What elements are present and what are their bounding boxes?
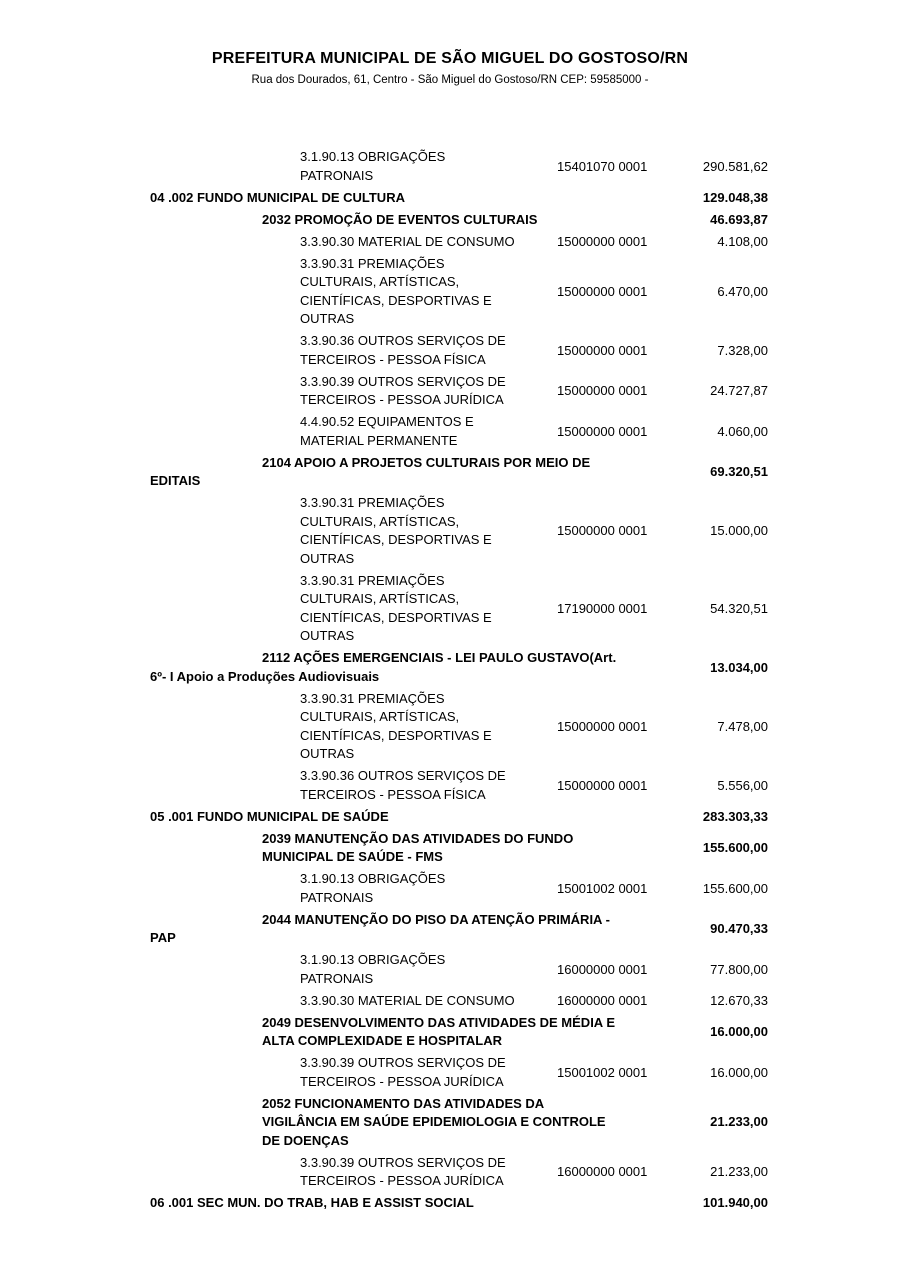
label-line: CIENTÍFICAS, DESPORTIVAS E <box>300 727 492 743</box>
table-row <box>150 911 768 948</box>
source-code: 15001002 0001 <box>557 880 648 896</box>
row-value: 101.940,00 <box>702 1195 768 1210</box>
row-label <box>150 830 768 867</box>
row-value: 21.233,00 <box>710 1114 768 1129</box>
source-code: 16000000 0001 <box>557 1163 648 1179</box>
label-line: ALTA COMPLEXIDADE E HOSPITALAR <box>262 1033 503 1048</box>
table-row <box>150 189 768 208</box>
label-line: 06 .001 SEC MUN. DO TRAB, HAB E ASSIST SOCIAL <box>150 1195 474 1210</box>
label-line: 3.3.90.30 MATERIAL DE CONSUMO <box>300 233 515 249</box>
row-value: 16.000,00 <box>710 1064 768 1080</box>
label-line: CULTURAIS, ARTÍSTICAS, <box>300 513 460 529</box>
table-row <box>150 830 768 867</box>
source-code: 15000000 0001 <box>557 233 648 249</box>
table-row <box>150 233 768 252</box>
row-label <box>150 211 768 230</box>
table-row <box>150 1194 768 1213</box>
row-label <box>150 572 768 646</box>
label-line: OUTRAS <box>300 746 355 761</box>
label-line: VIGILÂNCIA EM SAÚDE EPIDEMIOLOGIA E CONTROLE <box>262 1114 606 1129</box>
label-line: 3.3.90.39 OUTROS SERVIÇOS DE <box>300 373 506 389</box>
label-line: CULTURAIS, ARTÍSTICAS, <box>300 591 460 606</box>
row-label <box>150 690 768 764</box>
label-line: CIENTÍFICAS, DESPORTIVAS E <box>300 292 492 308</box>
table-row <box>150 454 768 491</box>
row-label <box>150 494 768 568</box>
label-line: 3.3.90.31 PREMIAÇÕES <box>300 690 445 706</box>
label-line: TERCEIROS - PESSOA JURÍDICA <box>300 1073 504 1089</box>
source-code: 15000000 0001 <box>557 283 648 299</box>
table-row <box>150 1054 768 1091</box>
source-code: 16000000 0001 <box>557 992 648 1008</box>
row-value: 7.478,00 <box>717 718 768 734</box>
label-line: 3.3.90.36 OUTROS SERVIÇOS DE <box>300 768 506 783</box>
row-label <box>150 1194 768 1213</box>
table-row <box>150 951 768 988</box>
row-value: 155.600,00 <box>702 880 768 896</box>
row-value: 69.320,51 <box>710 463 768 479</box>
table-row <box>150 649 768 686</box>
table-row <box>150 255 768 329</box>
row-label <box>150 767 768 804</box>
label-line: OUTRAS <box>300 311 355 326</box>
label-line: 3.1.90.13 OBRIGAÇÕES <box>300 871 446 886</box>
label-line: 3.3.90.30 MATERIAL DE CONSUMO <box>300 992 515 1008</box>
table-row <box>150 1095 768 1151</box>
table-row <box>150 211 768 230</box>
label-line: 2032 PROMOÇÃO DE EVENTOS CULTURAIS <box>262 211 538 227</box>
label-line: 2112 AÇÕES EMERGENCIAIS - LEI PAULO GUSTAVO(Art. <box>262 650 617 665</box>
row-label <box>150 1054 768 1091</box>
row-label <box>150 808 768 827</box>
label-line: 04 .002 FUNDO MUNICIPAL DE CULTURA <box>150 189 405 205</box>
row-value: 283.303,33 <box>702 808 768 824</box>
label-line: OUTRAS <box>300 628 355 643</box>
table-row <box>150 373 768 410</box>
row-value: 7.328,00 <box>717 342 768 358</box>
table-row <box>150 1154 768 1191</box>
row-value: 4.060,00 <box>717 423 768 439</box>
table-row <box>150 767 768 804</box>
source-code: 15000000 0001 <box>557 777 648 793</box>
row-value: 15.000,00 <box>710 522 768 538</box>
row-label <box>150 255 768 329</box>
label-line: 2052 FUNCIONAMENTO DAS ATIVIDADES DA <box>262 1095 545 1111</box>
row-value: 6.470,00 <box>717 283 768 299</box>
table-row <box>150 690 768 764</box>
row-value: 4.108,00 <box>717 233 768 249</box>
label-line: EDITAIS <box>150 473 201 488</box>
label-line: 3.3.90.31 PREMIAÇÕES <box>300 495 445 510</box>
label-line: MATERIAL PERMANENTE <box>300 432 458 448</box>
row-label <box>150 992 768 1011</box>
table-row <box>150 148 768 185</box>
row-value: 5.556,00 <box>717 777 768 793</box>
table-row <box>150 870 768 907</box>
label-line: 4.4.90.52 EQUIPAMENTOS E <box>300 414 474 429</box>
org-address: Rua dos Dourados, 61, Centro - São Miguel do Gostoso/RN CEP: 59585000 - <box>251 74 649 86</box>
label-line: 3.3.90.36 OUTROS SERVIÇOS DE <box>300 333 506 348</box>
row-label <box>150 1014 768 1051</box>
source-code: 16000000 0001 <box>557 961 648 977</box>
source-code: 15000000 0001 <box>557 522 648 538</box>
label-line: CULTURAIS, ARTÍSTICAS, <box>300 709 460 724</box>
row-value: 16.000,00 <box>710 1023 768 1039</box>
row-label <box>150 870 768 907</box>
table-row <box>150 332 768 369</box>
table-row <box>150 572 768 646</box>
row-label <box>150 373 768 410</box>
label-line: 6º- I Apoio a Produções Audiovisuais <box>150 668 380 684</box>
label-line: 2044 MANUTENÇÃO DO PISO DA ATENÇÃO PRIMÁRIA - <box>262 911 610 927</box>
row-label <box>150 1095 768 1151</box>
row-value: 155.600,00 <box>702 839 768 855</box>
label-line: OUTRAS <box>300 550 355 566</box>
row-value: 21.233,00 <box>710 1163 768 1179</box>
label-line: TERCEIROS - PESSOA JURÍDICA <box>300 392 504 407</box>
row-label <box>150 951 768 988</box>
label-line: TERCEIROS - PESSOA FÍSICA <box>300 786 486 802</box>
label-line: 2104 APOIO A PROJETOS CULTURAIS POR MEIO DE <box>262 454 591 470</box>
label-line: PATRONAIS <box>300 970 374 986</box>
row-label <box>150 911 768 948</box>
row-label <box>150 649 768 686</box>
row-value: 290.581,62 <box>702 158 768 174</box>
label-line: TERCEIROS - PESSOA JURÍDICA <box>300 1173 504 1188</box>
row-value: 77.800,00 <box>710 961 768 977</box>
source-code: 15000000 0001 <box>557 382 648 398</box>
label-line: 3.1.90.13 OBRIGAÇÕES <box>300 149 446 164</box>
label-line: 3.3.90.31 PREMIAÇÕES <box>300 255 445 271</box>
table-row <box>150 992 768 1011</box>
source-code: 15401070 0001 <box>557 158 648 174</box>
row-label <box>150 148 768 185</box>
label-line: 05 .001 FUNDO MUNICIPAL DE SAÚDE <box>150 808 389 824</box>
label-line: 3.3.90.39 OUTROS SERVIÇOS DE <box>300 1154 506 1170</box>
label-line: CULTURAIS, ARTÍSTICAS, <box>300 274 460 289</box>
row-label <box>150 454 768 491</box>
label-line: PATRONAIS <box>300 167 374 183</box>
source-code: 15001002 0001 <box>557 1064 648 1080</box>
row-label <box>150 189 768 208</box>
row-label <box>150 413 768 450</box>
row-value: 13.034,00 <box>710 659 768 675</box>
budget-table <box>150 148 768 1216</box>
label-line: CIENTÍFICAS, DESPORTIVAS E <box>300 532 492 547</box>
table-row <box>150 1014 768 1051</box>
label-line: 2049 DESENVOLVIMENTO DAS ATIVIDADES DE MÉDIA E <box>262 1014 615 1030</box>
row-value: 46.693,87 <box>710 211 768 227</box>
row-value: 24.727,87 <box>710 382 768 398</box>
source-code: 15000000 0001 <box>557 342 648 358</box>
row-label <box>150 332 768 369</box>
label-line: 3.3.90.31 PREMIAÇÕES <box>300 572 445 588</box>
row-value: 90.470,33 <box>710 920 768 936</box>
label-line: 3.1.90.13 OBRIGAÇÕES <box>300 952 446 967</box>
report-header <box>0 50 900 86</box>
row-value: 129.048,38 <box>702 189 768 205</box>
row-value: 12.670,33 <box>710 992 768 1008</box>
table-row <box>150 808 768 827</box>
row-label <box>150 1154 768 1191</box>
table-row <box>150 494 768 568</box>
row-label <box>150 233 768 252</box>
label-line: PATRONAIS <box>300 889 374 905</box>
label-line: CIENTÍFICAS, DESPORTIVAS E <box>300 609 492 625</box>
label-line: 3.3.90.39 OUTROS SERVIÇOS DE <box>300 1055 506 1070</box>
label-line: 2039 MANUTENÇÃO DAS ATIVIDADES DO FUNDO <box>262 830 574 846</box>
label-line: TERCEIROS - PESSOA FÍSICA <box>300 351 486 367</box>
label-line: MUNICIPAL DE SAÚDE - FMS <box>262 849 443 864</box>
label-line: DE DOENÇAS <box>262 1132 349 1148</box>
table-row <box>150 413 768 450</box>
row-value: 54.320,51 <box>710 600 768 616</box>
source-code: 15000000 0001 <box>557 423 648 439</box>
org-title: PREFEITURA MUNICIPAL DE SÃO MIGUEL DO GOSTOSO/RN <box>211 50 689 67</box>
source-code: 15000000 0001 <box>557 718 648 734</box>
source-code: 17190000 0001 <box>557 600 648 616</box>
label-line: PAP <box>150 930 176 945</box>
